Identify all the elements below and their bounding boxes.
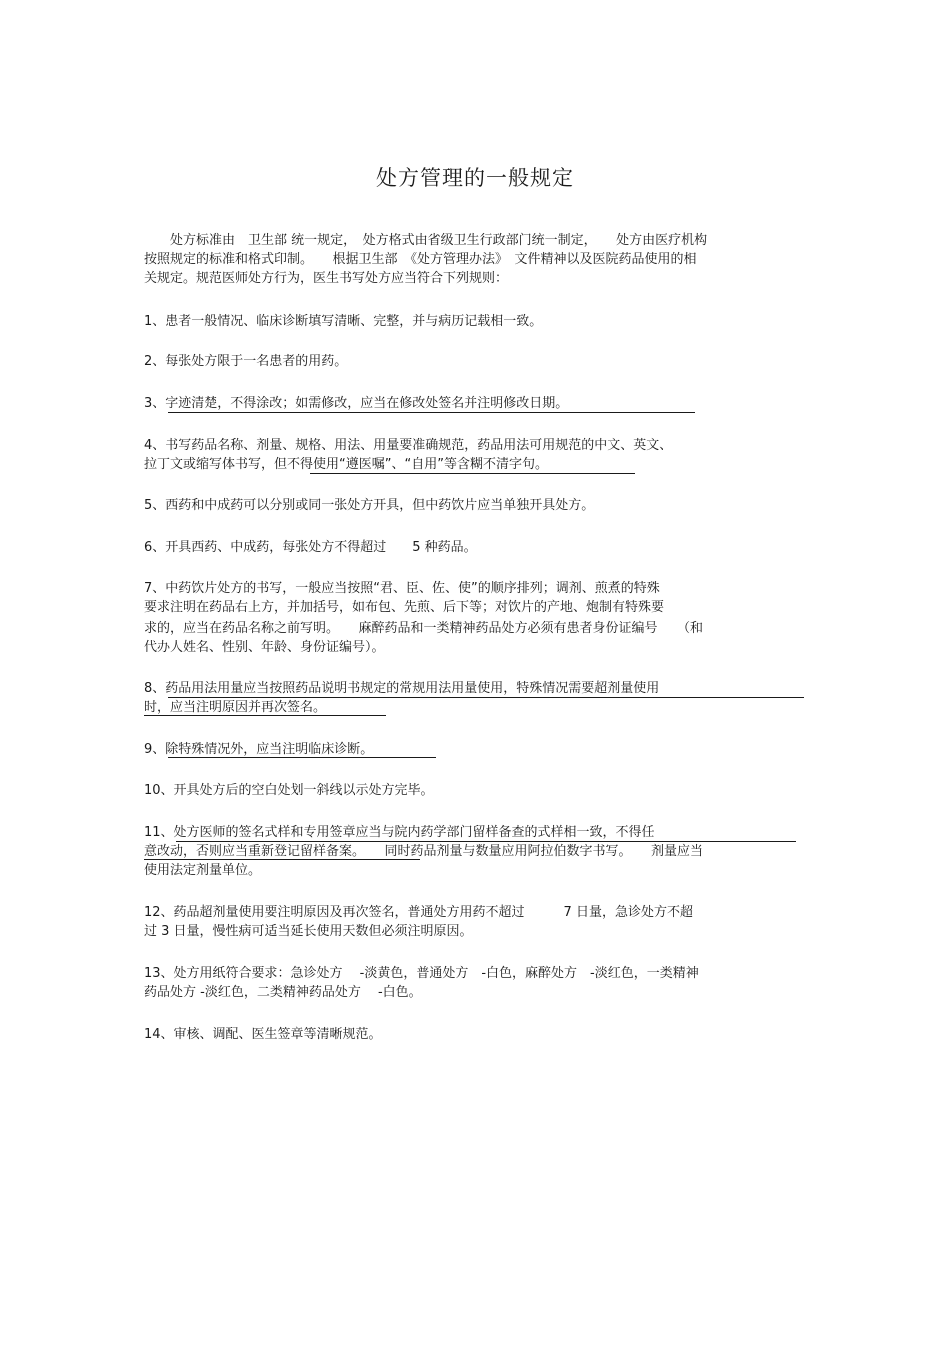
rule-11: 11、处方医师的签名式样和专用签章应当与院内药学部门留样备查的式样相一致，不得任 bbox=[144, 825, 655, 840]
rule-4: 4、书写药品名称、剂量、规格、用法、用量要准确规范，药品用法可用规范的中文、英文、 bbox=[144, 438, 673, 453]
intro-line: 处方标准由 卫生部 统一规定， 处方格式由省级卫生行政部门统一制定， 处方由医疗机构 bbox=[144, 233, 708, 248]
rule-7: 7、中药饮片处方的书写，一般应当按照“君、臣、佐、使”的顺序排列；调剂、煎煮的特殊 bbox=[144, 581, 660, 596]
rule-3: 3、字迹清楚，不得涂改；如需修改，应当在修改处签名并注明修改日期。 bbox=[144, 396, 569, 411]
rule-11-cont: 意改动，否则应当重新登记留样备案。 同时药品剂量与数量应用阿拉伯数字书写。 剂量应当 bbox=[144, 844, 704, 859]
underline bbox=[168, 697, 804, 698]
rule-10: 10、开具处方后的空白处划一斜线以示处方完毕。 bbox=[144, 783, 434, 798]
underline bbox=[168, 757, 436, 758]
rule-5: 5、西药和中成药可以分别或同一张处方开具，但中药饮片应当单独开具处方。 bbox=[144, 498, 595, 513]
rule-8: 8、药品用法用量应当按照药品说明书规定的常规用法用量使用，特殊情况需要超剂量使用 bbox=[144, 681, 660, 696]
rule-7-cont: 要求注明在药品右上方，并加括号，如布包、先煎、后下等；对饮片的产地、炮制有特殊要 bbox=[144, 600, 665, 615]
intro-line: 按照规定的标准和格式印制。 根据卫生部 《处方管理办法》 文件精神以及医院药品使用的相 bbox=[144, 252, 697, 267]
underline bbox=[310, 473, 635, 474]
rule-14: 14、审核、调配、医生签章等清晰规范。 bbox=[144, 1027, 382, 1042]
rule-11-cont: 使用法定剂量单位。 bbox=[144, 863, 262, 878]
rule-1: 1、患者一般情况、临床诊断填写清晰、完整，并与病历记载相一致。 bbox=[144, 314, 543, 329]
underline bbox=[176, 841, 796, 842]
rule-2: 2、每张处方限于一名患者的用药。 bbox=[144, 354, 348, 369]
document-title: 处方管理的一般规定 bbox=[376, 166, 574, 190]
rule-12: 12、药品超剂量使用要注明原因及再次签名，普通处方用药不超过 7 日量，急诊处方不超 bbox=[144, 905, 693, 920]
intro-line: 关规定。规范医师处方行为，医生书写处方应当符合下列规则： bbox=[144, 271, 509, 286]
underline bbox=[168, 412, 695, 413]
rule-13-cont: 药品处方 -淡红色，二类精神药品处方 -白色。 bbox=[144, 985, 422, 1000]
rule-4-cont: 拉丁文或缩写体书写，但不得使用“遵医嘱”、“自用”等含糊不清字句。 bbox=[144, 457, 548, 472]
rule-6: 6、开具西药、中成药，每张处方不得超过 5 种药品。 bbox=[144, 540, 477, 555]
rule-7-cont: 求的，应当在药品名称之前写明。 麻醉药品和一类精神药品处方必须有患者身份证编号 （和 bbox=[144, 621, 704, 636]
underline bbox=[144, 859, 420, 860]
rule-8-cont: 时，应当注明原因并再次签名。 bbox=[144, 700, 327, 715]
rule-12-cont: 过 3 日量，慢性病可适当延长使用天数但必须注明原因。 bbox=[144, 924, 473, 939]
rule-13: 13、处方用纸符合要求：急诊处方 -淡黄色，普通处方 -白色，麻醉处方 -淡红色，一类精神 bbox=[144, 966, 699, 981]
rule-7-cont: 代办人姓名、性别、年龄、身份证编号）。 bbox=[144, 640, 385, 655]
rule-9: 9、除特殊情况外，应当注明临床诊断。 bbox=[144, 742, 374, 757]
underline bbox=[144, 715, 386, 716]
